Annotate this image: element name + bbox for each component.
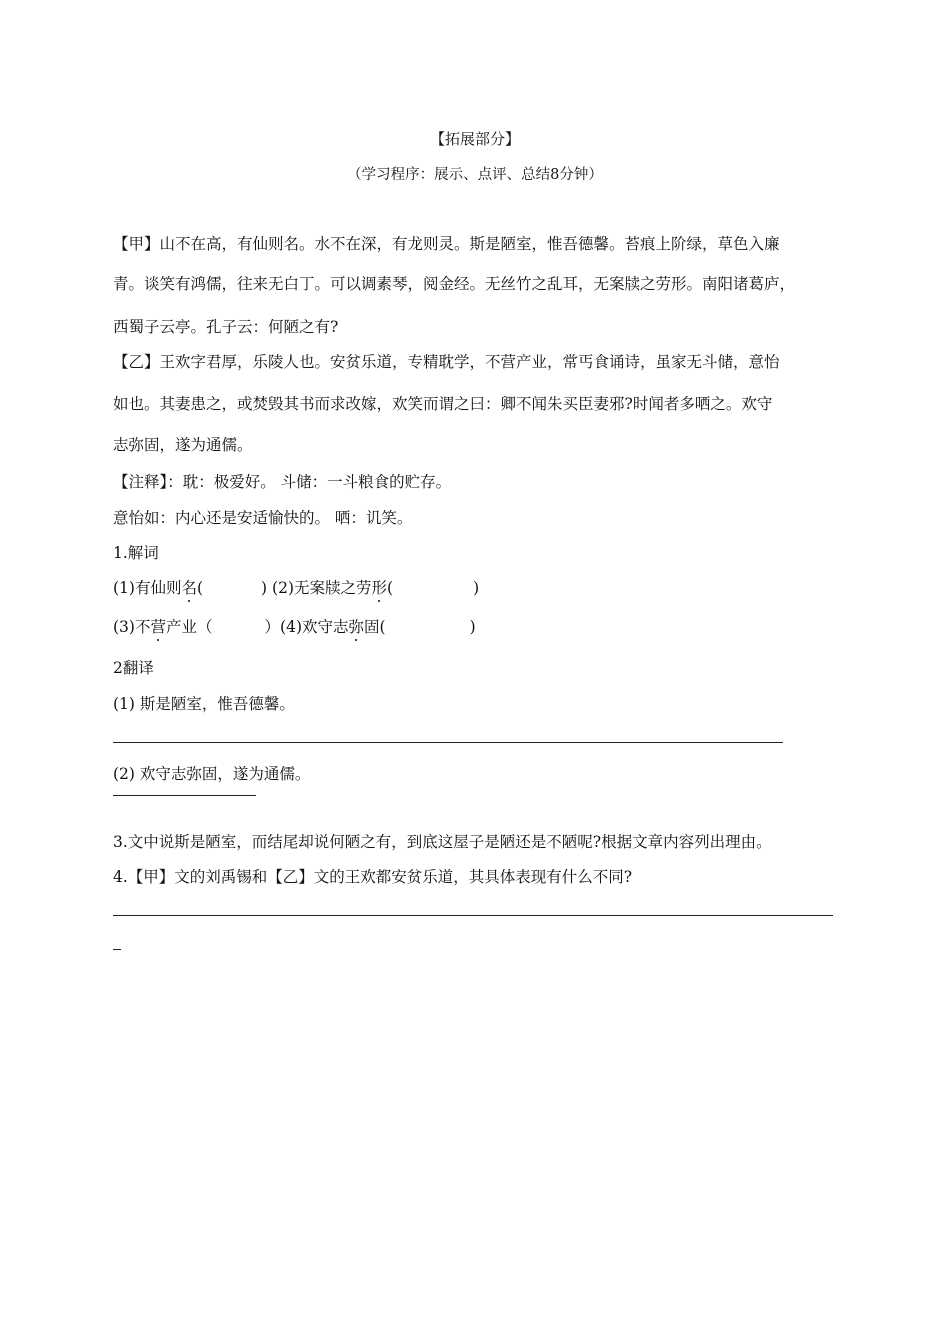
q1-item2-open: ( [387,579,394,597]
passage-yi-line-3: 志弥固，遂为通儒。 [113,436,253,454]
q4-text: 4.【甲】文的刘禹锡和【乙】文的王欢都安贫乐道，其具体表现有什么不同? [113,868,633,886]
section-title: 【拓展部分】 [429,130,520,148]
q1-heading: 1.解词 [113,544,159,562]
q1-item4-key-char: 弥 [348,618,365,636]
q1-item3-open: （ [197,618,213,636]
q1-item3-close: ） [264,618,281,636]
q4-answer-line[interactable] [113,915,833,916]
q1-item4-text: (4)欢守志 [280,618,349,636]
q1-item1-open: ( [196,579,204,597]
q1-item1-close: ) [261,579,268,597]
passage-jia-line-2: 青。谈笑有鸿儒，往来无白丁。可以调素琴，阅金经。无丝竹之乱耳，无案牍之劳形。南阳诸葛庐， [113,275,796,293]
notes-line-2: 意怡如：内心还是安适愉快的。 哂：讥笑。 [113,509,413,527]
q1-item2-text: (2)无案牍之劳 [272,579,372,597]
q1-item2-key-char: 形 [371,579,388,597]
q2-item-1-answer-line[interactable] [113,742,783,743]
q1-item3-key-char: 营 [150,618,166,636]
q2-heading: 2翻译 [113,659,154,677]
q2-item-2: (2) 欢守志弥固，遂为通儒。 [113,765,311,783]
q3-text: 3.文中说斯是陋室，而结尾却说何陋之有，到底这屋子是陋还是不陋呢?根据文章内容列出理由。 [113,833,772,851]
q1-item3-text-after: 产业 [165,618,197,636]
q4-answer-line-continuation[interactable] [113,949,121,950]
q1-item3-text: (3)不 [113,618,151,636]
q1-item1-key-char: 名 [181,579,197,597]
q2-item-1: (1) 斯是陋室，惟吾德馨。 [113,695,295,713]
passage-yi-line-1: 【乙】王欢字君厚，乐陵人也。安贫乐道，专精耽学，不营产业，常丐食诵诗，虽家无斗储，意怡 [113,353,780,371]
q1-row-2 [113,615,476,637]
q2-item-2-answer-line[interactable] [113,795,256,796]
q1-item4-close: ) [469,618,476,636]
passage-jia-line-1: 【甲】山不在高，有仙则名。水不在深，有龙则灵。斯是陋室，惟吾德馨。苔痕上阶绿，草色入廉 [113,235,780,253]
q1-item4-open: ( [379,618,386,636]
notes-line-1: 【注释】：耽：极爱好。 斗储：一斗粮食的贮存。 [113,473,452,491]
q1-row-1 [113,576,479,598]
q1-item1-text: (1)有仙则 [113,579,182,597]
section-subtitle: （学习程序：展示、点评、总结8分钟） [347,167,603,183]
q1-item2-close: ) [473,579,480,597]
q1-item4-text-after: 固 [364,618,380,636]
passage-jia-line-3: 西蜀子云亭。孔子云：何陋之有? [113,318,339,336]
passage-yi-line-2: 如也。其妻患之，或焚毁其书而求改嫁，欢笑而谓之曰：卿不闻朱买臣妻邪?时闻者多哂之。欢守 [113,395,773,413]
